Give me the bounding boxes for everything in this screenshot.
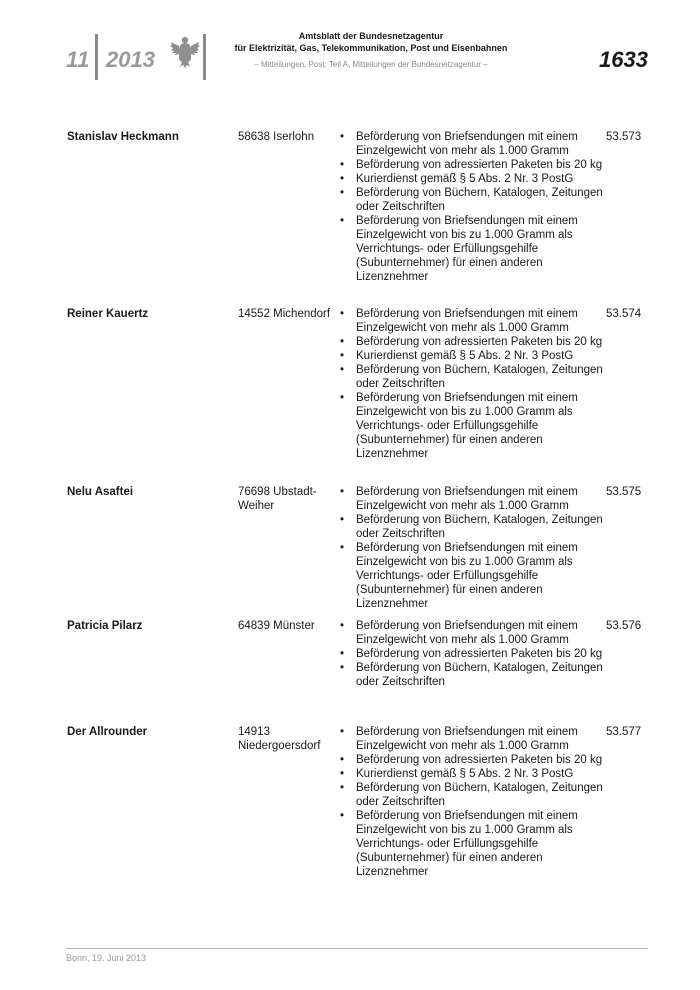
section-subtitle: – Mitteilungen, Post, Teil A, Mitteilungen der Bundesnetzagentur – (254, 60, 488, 69)
gazette-subtitle: für Elektrizität, Gas, Telekommunikation, Post und Eisenbahnen (234, 43, 508, 53)
bullet-icon: • (340, 350, 345, 362)
service-item: • Beförderung von Briefsendungen mit einem Einzelgewicht von mehr als 1.000 Gramm (340, 308, 578, 334)
bullet-icon: • (340, 782, 345, 794)
bullet-icon: • (340, 768, 345, 780)
footer-date: Bonn, 19. Juni 2013 (66, 953, 147, 963)
license-number: 53.575 (606, 486, 642, 498)
license-number: 53.577 (606, 726, 642, 738)
service-item: • Beförderung von Briefsendungen mit einem Einzelgewicht von mehr als 1.000 Gramm (340, 131, 578, 157)
service-item: • Beförderung von Büchern, Katalogen, Zeitungen oder Zeitschriften (340, 662, 603, 688)
licensee-name: Nelu Asaftei (67, 486, 134, 498)
gazette-title: Amtsblatt der Bundesnetzagentur (298, 31, 444, 41)
service-item: • Beförderung von Briefsendungen mit einem Einzelgewicht von mehr als 1.000 Gramm (340, 486, 578, 512)
bullet-icon: • (340, 336, 345, 348)
service-item: • Kurierdienst gemäß § 5 Abs. 2 Nr. 3 PostG (340, 768, 574, 780)
service-item: • Beförderung von Briefsendungen mit einem Einzelgewicht von bis zu 1.000 Gramm als Verrichtungs- oder Erfüllungsgehilfe (Subunternehmer) für einen anderen Lizenznehmer (340, 810, 578, 878)
bullet-icon: • (340, 648, 345, 660)
license-number: 53.573 (606, 131, 642, 143)
bullet-icon: • (340, 173, 345, 185)
bullet-icon: • (340, 620, 345, 632)
header-divider (203, 34, 206, 80)
page-number: 1633 (599, 47, 648, 72)
service-list (339, 485, 605, 611)
licensee-name: Der Allrounder (67, 726, 148, 738)
licensee-location: 14552 Michendorf (238, 308, 331, 320)
service-item: • Beförderung von Briefsendungen mit einem Einzelgewicht von bis zu 1.000 Gramm als Verrichtungs- oder Erfüllungsgehilfe (Subunternehmer) für einen anderen Lizenznehmer (340, 215, 578, 283)
bullet-icon: • (340, 810, 345, 822)
service-item: • Beförderung von Briefsendungen mit einem Einzelgewicht von mehr als 1.000 Gramm (340, 620, 578, 646)
federal-eagle-icon (170, 34, 200, 68)
licensee-location: 64839 Münster (238, 620, 315, 632)
bullet-icon: • (340, 392, 345, 404)
service-list (339, 725, 605, 879)
bullet-icon: • (340, 754, 345, 766)
header-divider (95, 34, 98, 80)
license-number: 53.574 (606, 308, 642, 320)
bullet-icon: • (340, 159, 345, 171)
service-item: • Beförderung von adressierten Paketen bis 20 kg (340, 159, 603, 171)
service-item: • Beförderung von adressierten Paketen bis 20 kg (340, 336, 603, 348)
service-item: • Kurierdienst gemäß § 5 Abs. 2 Nr. 3 PostG (340, 173, 574, 185)
issue-year: 2013 (106, 47, 155, 72)
licensee-location: 76698 Ubstadt-Weiher (238, 486, 317, 512)
bullet-icon: • (340, 486, 345, 498)
licensee-location: 58638 Iserlohn (238, 131, 315, 143)
service-item: • Kurierdienst gemäß § 5 Abs. 2 Nr. 3 PostG (340, 350, 574, 362)
service-item: • Beförderung von Büchern, Katalogen, Zeitungen oder Zeitschriften (340, 364, 603, 390)
footer-divider (66, 948, 648, 949)
service-item: • Beförderung von Briefsendungen mit einem Einzelgewicht von mehr als 1.000 Gramm (340, 726, 578, 752)
licensee-name: Patricia Pilarz (67, 620, 143, 632)
bullet-icon: • (340, 131, 345, 143)
bullet-icon: • (340, 308, 345, 320)
service-item: • Beförderung von adressierten Paketen bis 20 kg (340, 754, 603, 766)
licensee-location: 14913 Niedergoersdorf (238, 726, 321, 752)
bullet-icon: • (340, 215, 345, 227)
bullet-icon: • (340, 662, 345, 674)
service-item: • Beförderung von Büchern, Katalogen, Zeitungen oder Zeitschriften (340, 782, 603, 808)
service-list (339, 619, 605, 689)
issue-number: 11 (66, 47, 90, 72)
service-item: • Beförderung von Büchern, Katalogen, Zeitungen oder Zeitschriften (340, 187, 603, 213)
bullet-icon: • (340, 364, 345, 376)
bullet-icon: • (340, 542, 345, 554)
service-list (339, 307, 605, 461)
service-item: • Beförderung von adressierten Paketen bis 20 kg (340, 648, 603, 660)
service-item: • Beförderung von Briefsendungen mit einem Einzelgewicht von bis zu 1.000 Gramm als Verrichtungs- oder Erfüllungsgehilfe (Subunternehmer) für einen anderen Lizenznehmer (340, 542, 578, 610)
bullet-icon: • (340, 726, 345, 738)
licensee-name: Stanislav Heckmann (67, 131, 179, 143)
service-item: • Beförderung von Briefsendungen mit einem Einzelgewicht von bis zu 1.000 Gramm als Verrichtungs- oder Erfüllungsgehilfe (Subunternehmer) für einen anderen Lizenznehmer (340, 392, 578, 460)
service-item: • Beförderung von Büchern, Katalogen, Zeitungen oder Zeitschriften (340, 514, 603, 540)
bullet-icon: • (340, 187, 345, 199)
service-list (339, 130, 605, 284)
license-number: 53.576 (606, 620, 642, 632)
licensee-name: Reiner Kauertz (67, 308, 149, 320)
bullet-icon: • (340, 514, 345, 526)
